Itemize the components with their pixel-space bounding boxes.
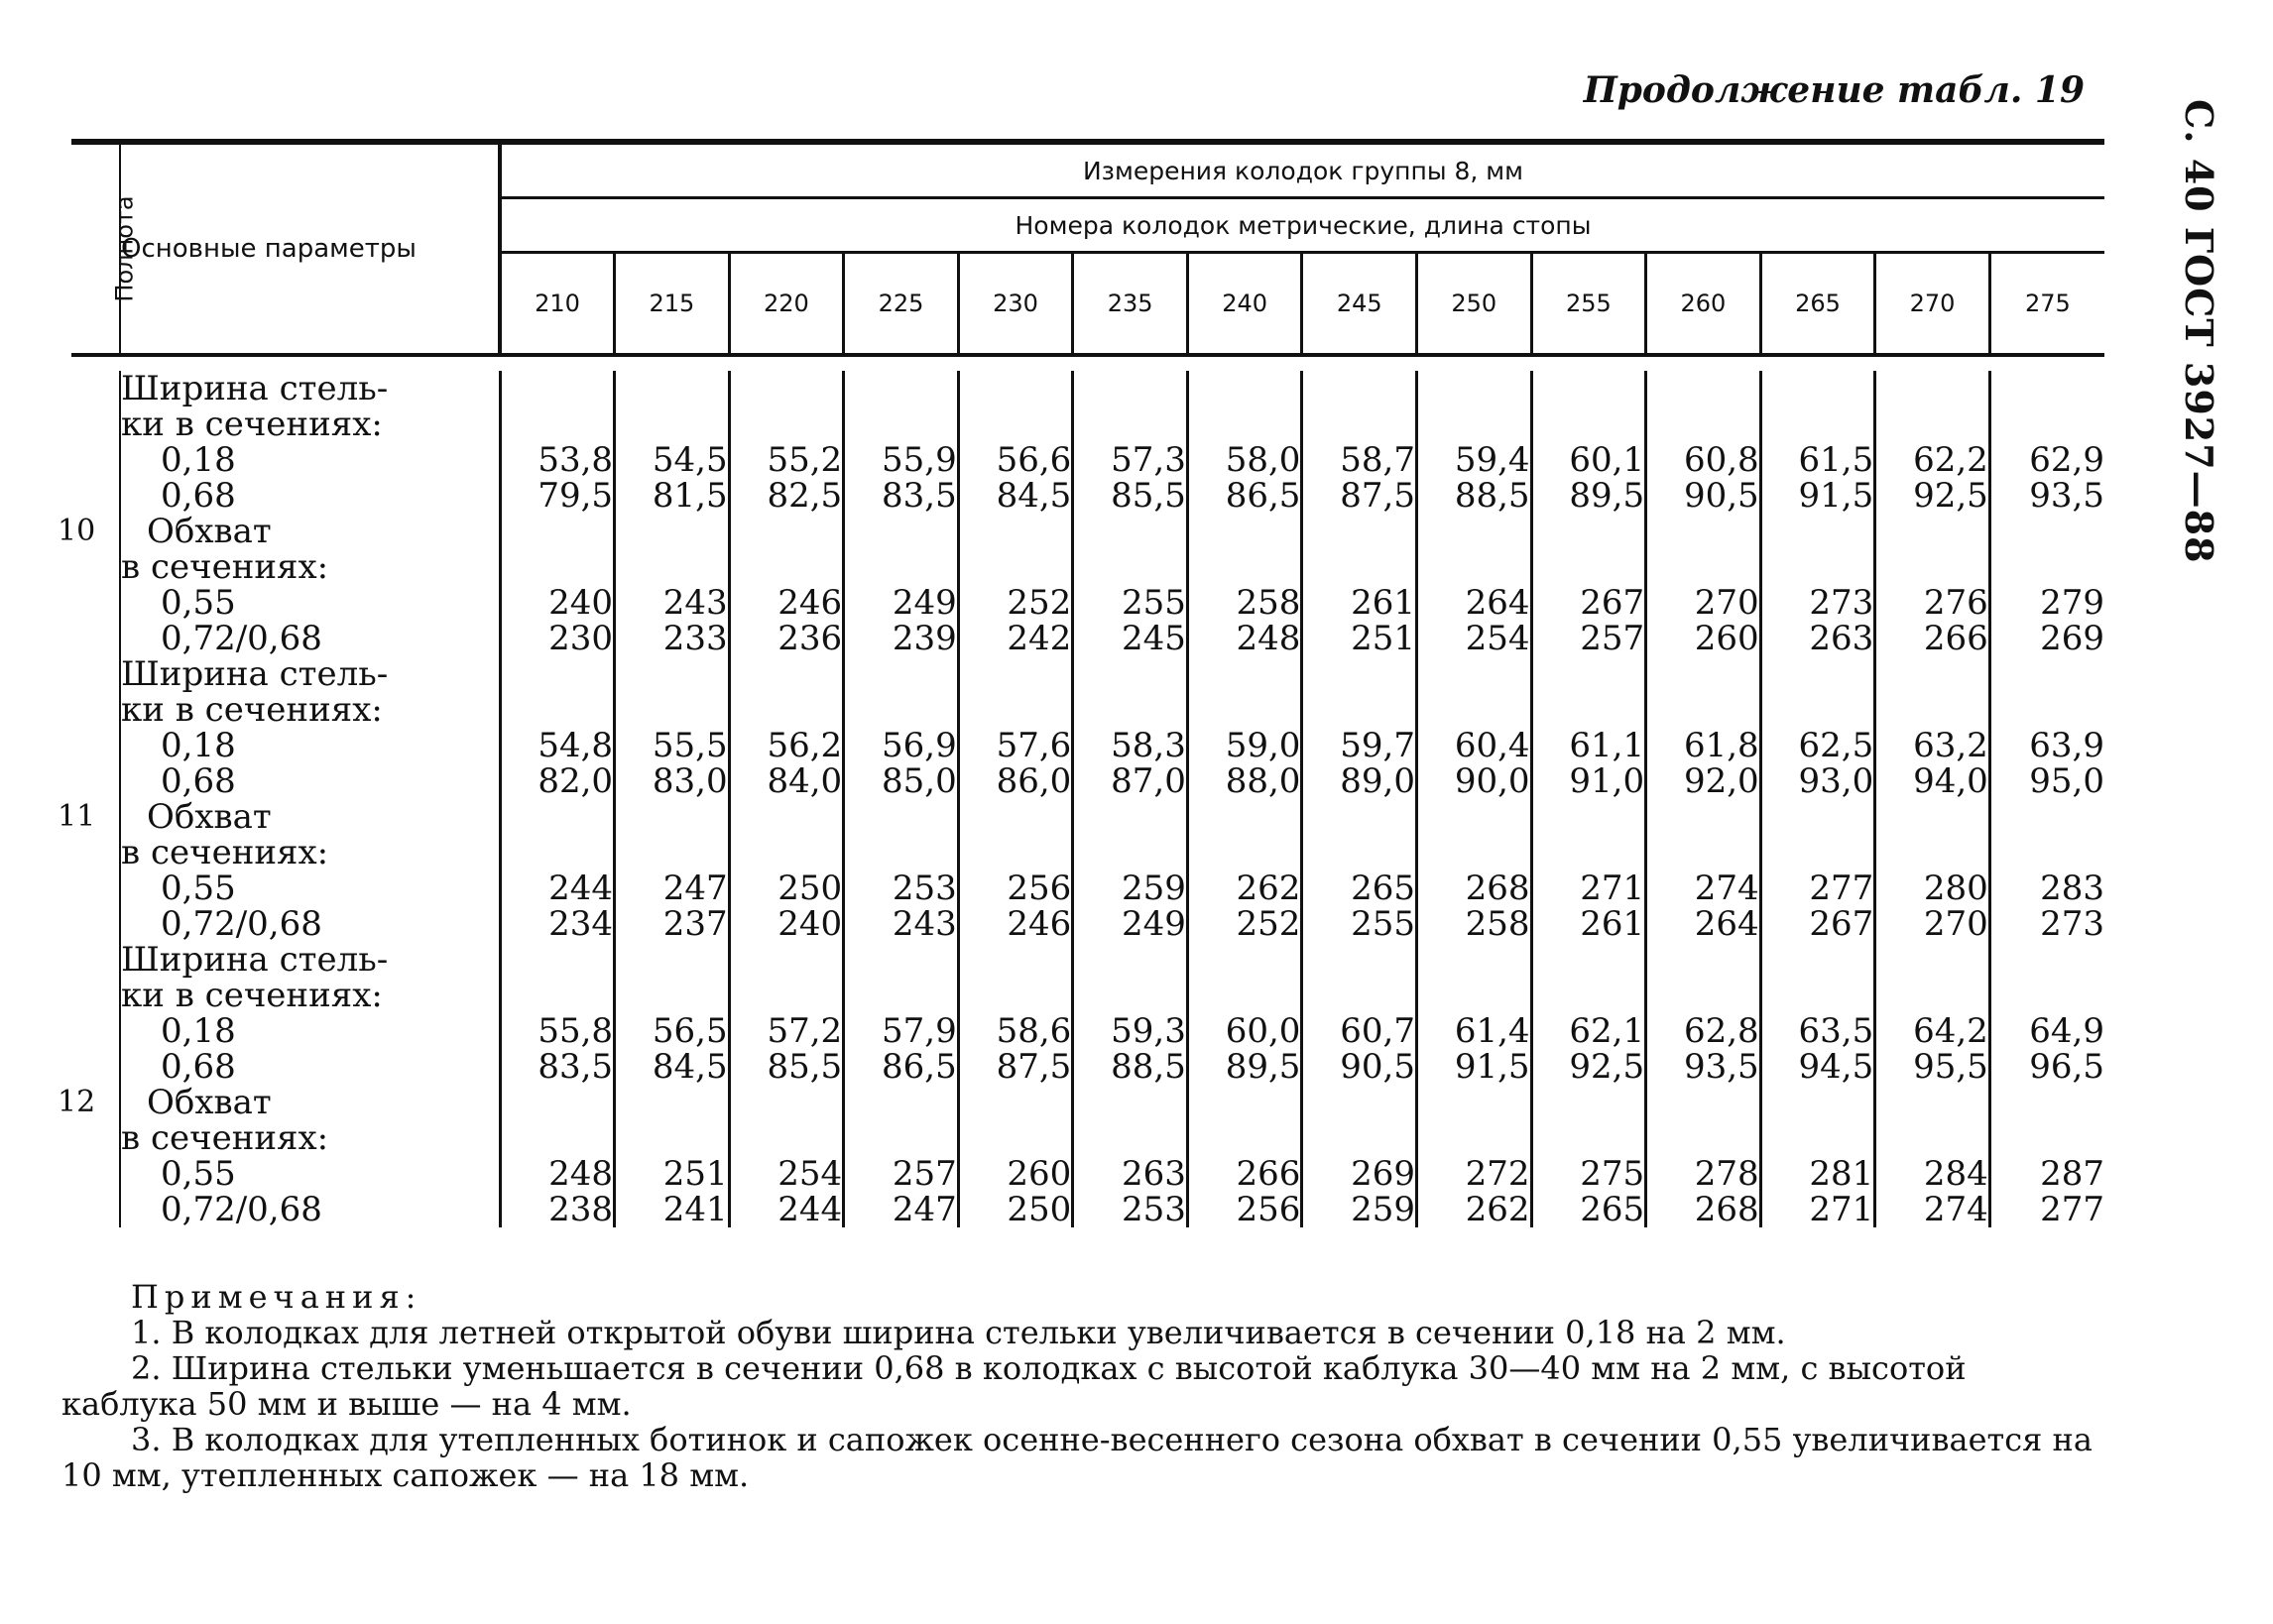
value-w018: 60,7 (1340, 1011, 1415, 1051)
value-w018: 58,7 (1340, 440, 1415, 480)
value-cell (1417, 656, 1532, 942)
header-polnota: Полнота (71, 142, 120, 355)
value-g072: 239 (892, 619, 957, 658)
value-cell (729, 371, 844, 656)
value-g055: 247 (662, 869, 728, 908)
value-g072: 258 (1465, 904, 1530, 944)
value-w068: 89,5 (1225, 1047, 1301, 1087)
value-g055: 240 (548, 583, 614, 623)
value-w018: 60,8 (1683, 440, 1759, 480)
value-w018: 55,5 (652, 726, 728, 765)
value-w068: 82,5 (767, 476, 843, 516)
value-w018: 55,2 (767, 440, 843, 480)
value-cell (844, 942, 959, 1227)
param-label: Обхват (147, 797, 272, 837)
value-g072: 234 (548, 904, 614, 944)
value-g072: 277 (2040, 1190, 2104, 1229)
page-side-label: С. 40 ГОСТ 3927—88 (2177, 99, 2221, 564)
value-g072: 245 (1121, 619, 1186, 658)
value-cell (844, 656, 959, 942)
value-g072: 273 (2040, 904, 2104, 944)
value-w068: 87,5 (996, 1047, 1072, 1087)
value-g072: 267 (1809, 904, 1874, 944)
value-w068: 86,5 (882, 1047, 957, 1087)
value-w068: 91,5 (1454, 1047, 1530, 1087)
value-g055: 251 (662, 1154, 728, 1194)
note-1: 1. В колодках для летней открытой обуви ширина стельки увеличивается в сечении 0,18 на 2 мм. (131, 1314, 1786, 1351)
value-w068: 88,5 (1454, 476, 1530, 516)
value-w018: 58,3 (1111, 726, 1186, 765)
value-g055: 253 (892, 869, 957, 908)
value-w068: 92,0 (1683, 761, 1759, 801)
value-g055: 257 (892, 1154, 957, 1194)
value-w018: 60,4 (1454, 726, 1530, 765)
value-w068: 89,0 (1340, 761, 1415, 801)
value-g072: 253 (1121, 1190, 1186, 1229)
value-w018: 63,9 (2029, 726, 2104, 765)
header-numbers: Номера колодок метрические, длина стопы (500, 198, 2104, 253)
size-header: 260 (1646, 253, 1761, 356)
value-g072: 243 (892, 904, 957, 944)
value-w068: 84,5 (996, 476, 1072, 516)
value-w018: 55,9 (882, 440, 957, 480)
value-w018: 62,2 (1913, 440, 1988, 480)
value-cell (1073, 371, 1188, 656)
param-label: Обхват (147, 512, 272, 551)
value-g072: 269 (2040, 619, 2104, 658)
size-header: 240 (1187, 253, 1302, 356)
value-g055: 270 (1694, 583, 1759, 623)
value-cell (1875, 942, 1990, 1227)
value-cell (1302, 371, 1417, 656)
value-cell (844, 371, 959, 656)
value-w018: 61,4 (1454, 1011, 1530, 1051)
parameter-labels (120, 656, 500, 942)
value-w068: 93,0 (1798, 761, 1874, 801)
value-g055: 269 (1351, 1154, 1415, 1194)
value-g055: 272 (1465, 1154, 1530, 1194)
value-g072: 260 (1694, 619, 1759, 658)
value-cell (1646, 656, 1761, 942)
value-g072: 230 (548, 619, 614, 658)
param-label: 0,68 (161, 1047, 236, 1087)
value-w068: 85,0 (882, 761, 957, 801)
param-label: в сечениях: (121, 547, 329, 587)
value-w018: 59,0 (1225, 726, 1301, 765)
value-w068: 94,0 (1913, 761, 1988, 801)
value-g072: 233 (662, 619, 728, 658)
parameters-table (58, 139, 2104, 1229)
value-w068: 82,0 (538, 761, 614, 801)
value-g072: 259 (1351, 1190, 1415, 1229)
param-label: 0,68 (161, 761, 236, 801)
param-label: 0,55 (161, 583, 236, 623)
size-header: 225 (844, 253, 959, 356)
value-cell (1073, 656, 1188, 942)
value-w068: 89,5 (1569, 476, 1645, 516)
value-cell (1302, 942, 1417, 1227)
value-w018: 62,9 (2029, 440, 2104, 480)
notes-title: Примечания: (131, 1278, 422, 1316)
param-label: 0,72/0,68 (161, 619, 322, 658)
size-header: 245 (1302, 253, 1417, 356)
value-w018: 56,5 (652, 1011, 728, 1051)
value-cell (1531, 942, 1646, 1227)
value-w068: 83,5 (538, 1047, 614, 1087)
value-w018: 64,9 (2029, 1011, 2104, 1051)
value-g055: 244 (548, 869, 614, 908)
value-g055: 265 (1351, 869, 1415, 908)
value-g055: 254 (778, 1154, 843, 1194)
value-cell (500, 371, 615, 656)
notes-section (61, 1279, 2094, 1493)
value-g072: 237 (662, 904, 728, 944)
value-g072: 261 (1580, 904, 1645, 944)
value-g055: 271 (1580, 869, 1645, 908)
value-g055: 278 (1694, 1154, 1759, 1194)
value-w018: 57,2 (767, 1011, 843, 1051)
value-g072: 247 (892, 1190, 957, 1229)
value-w018: 61,1 (1569, 726, 1645, 765)
param-label: ки в сечениях: (121, 976, 383, 1015)
value-cell (729, 656, 844, 942)
value-w018: 56,2 (767, 726, 843, 765)
value-cell (1989, 942, 2104, 1227)
table-row (71, 656, 2104, 942)
value-g055: 256 (1007, 869, 1072, 908)
param-label: 0,18 (161, 1011, 236, 1051)
value-g055: 252 (1007, 583, 1072, 623)
parameter-labels (120, 942, 500, 1227)
value-w068: 83,0 (652, 761, 728, 801)
value-w068: 94,5 (1798, 1047, 1874, 1087)
value-w068: 84,0 (767, 761, 843, 801)
value-g055: 281 (1809, 1154, 1874, 1194)
value-w068: 91,5 (1798, 476, 1874, 516)
polnota-value: 11 (58, 799, 96, 834)
value-w018: 61,8 (1683, 726, 1759, 765)
continuation-label: Продолжение табл. 19 (1583, 69, 2085, 111)
value-w068: 85,5 (767, 1047, 843, 1087)
value-cell (500, 942, 615, 1227)
value-cell (1073, 942, 1188, 1227)
value-cell (500, 656, 615, 942)
param-label: в сечениях: (121, 833, 329, 872)
value-w018: 56,9 (882, 726, 957, 765)
value-g055: 280 (1923, 869, 1988, 908)
value-cell (1760, 656, 1875, 942)
value-g055: 284 (1923, 1154, 1988, 1194)
param-label: 0,68 (161, 476, 236, 516)
value-g072: 251 (1351, 619, 1415, 658)
value-w018: 62,5 (1798, 726, 1874, 765)
value-cell (1531, 656, 1646, 942)
value-g055: 283 (2040, 869, 2104, 908)
value-w068: 85,5 (1111, 476, 1186, 516)
size-header: 220 (729, 253, 844, 356)
value-w018: 61,5 (1798, 440, 1874, 480)
value-w068: 92,5 (1913, 476, 1988, 516)
value-w068: 86,0 (996, 761, 1072, 801)
value-g072: 271 (1809, 1190, 1874, 1229)
param-label: Ширина стель- (121, 369, 389, 408)
value-g055: 276 (1923, 583, 1988, 623)
value-cell (615, 942, 730, 1227)
value-g072: 263 (1809, 619, 1874, 658)
param-label: 0,18 (161, 440, 236, 480)
value-cell (1417, 942, 1532, 1227)
table-row (71, 371, 2104, 656)
value-g072: 250 (1007, 1190, 1072, 1229)
value-g055: 287 (2040, 1154, 2104, 1194)
value-g055: 249 (892, 583, 957, 623)
value-g055: 273 (1809, 583, 1874, 623)
value-g055: 266 (1236, 1154, 1301, 1194)
value-w018: 63,5 (1798, 1011, 1874, 1051)
value-g055: 258 (1236, 583, 1301, 623)
param-label: ки в сечениях: (121, 690, 383, 730)
value-w068: 95,5 (1913, 1047, 1988, 1087)
parameter-labels (120, 371, 500, 656)
value-w068: 86,5 (1225, 476, 1301, 516)
value-g072: 256 (1236, 1190, 1301, 1229)
value-w068: 88,0 (1225, 761, 1301, 801)
value-g072: 266 (1923, 619, 1988, 658)
value-cell (1646, 371, 1761, 656)
value-cell (1989, 371, 2104, 656)
value-cell (1187, 371, 1302, 656)
value-g072: 274 (1923, 1190, 1988, 1229)
param-label: ки в сечениях: (121, 405, 383, 444)
value-cell (615, 656, 730, 942)
note-3: 3. В колодках для утепленных ботинок и сапожек осенне-весеннего сезона обхват в сечении 0,55 увеличивается на 10 мм, утепленных сапожек — на 18 мм. (61, 1421, 2093, 1494)
value-g055: 250 (778, 869, 843, 908)
value-g072: 252 (1236, 904, 1301, 944)
value-w068: 88,5 (1111, 1047, 1186, 1087)
value-w018: 57,9 (882, 1011, 957, 1051)
size-header: 235 (1073, 253, 1188, 356)
size-header: 250 (1417, 253, 1532, 356)
value-cell (1302, 656, 1417, 942)
value-cell (1646, 942, 1761, 1227)
header-params: Основные параметры (120, 142, 500, 355)
value-w068: 87,5 (1340, 476, 1415, 516)
value-w018: 58,6 (996, 1011, 1072, 1051)
value-g072: 248 (1236, 619, 1301, 658)
value-w068: 96,5 (2029, 1047, 2104, 1087)
value-w018: 64,2 (1913, 1011, 1988, 1051)
value-w018: 59,4 (1454, 440, 1530, 480)
value-cell (958, 656, 1073, 942)
value-g055: 261 (1351, 583, 1415, 623)
param-label: Ширина стель- (121, 940, 389, 980)
value-w068: 81,5 (652, 476, 728, 516)
value-g072: 257 (1580, 619, 1645, 658)
value-w018: 57,6 (996, 726, 1072, 765)
value-g055: 259 (1121, 869, 1186, 908)
value-g072: 254 (1465, 619, 1530, 658)
value-w018: 56,6 (996, 440, 1072, 480)
value-g072: 241 (662, 1190, 728, 1229)
polnota-value: 10 (58, 514, 96, 548)
value-w068: 93,5 (2029, 476, 2104, 516)
value-w018: 63,2 (1913, 726, 1988, 765)
value-w068: 79,5 (538, 476, 614, 516)
polnota-value: 12 (58, 1085, 96, 1119)
value-g055: 262 (1236, 869, 1301, 908)
value-w018: 62,1 (1569, 1011, 1645, 1051)
value-g055: 248 (548, 1154, 614, 1194)
value-w018: 60,0 (1225, 1011, 1301, 1051)
value-w068: 90,5 (1340, 1047, 1415, 1087)
size-header: 215 (615, 253, 730, 356)
value-w068: 87,0 (1111, 761, 1186, 801)
value-g072: 242 (1007, 619, 1072, 658)
value-g055: 246 (778, 583, 843, 623)
value-cell (1187, 942, 1302, 1227)
value-g055: 279 (2040, 583, 2104, 623)
value-cell (958, 942, 1073, 1227)
value-w068: 84,5 (652, 1047, 728, 1087)
param-label: 0,55 (161, 869, 236, 908)
value-w068: 95,0 (2029, 761, 2104, 801)
value-cell (1531, 371, 1646, 656)
value-cell (1989, 656, 2104, 942)
param-label: 0,72/0,68 (161, 904, 322, 944)
param-label: 0,72/0,68 (161, 1190, 322, 1229)
value-cell (1760, 371, 1875, 656)
value-cell (958, 371, 1073, 656)
value-g072: 262 (1465, 1190, 1530, 1229)
value-w018: 62,8 (1683, 1011, 1759, 1051)
value-cell (615, 371, 730, 656)
param-label: 0,55 (161, 1154, 236, 1194)
size-header: 230 (958, 253, 1073, 356)
value-g055: 260 (1007, 1154, 1072, 1194)
value-g072: 238 (548, 1190, 614, 1229)
value-g055: 268 (1465, 869, 1530, 908)
param-label: Ширина стель- (121, 654, 389, 694)
value-w018: 59,7 (1340, 726, 1415, 765)
value-g072: 264 (1694, 904, 1759, 944)
param-label: в сечениях: (121, 1118, 329, 1158)
value-g072: 270 (1923, 904, 1988, 944)
value-g055: 264 (1465, 583, 1530, 623)
param-label: 0,18 (161, 726, 236, 765)
value-w068: 83,5 (882, 476, 957, 516)
value-cell (1187, 656, 1302, 942)
value-w018: 54,8 (538, 726, 614, 765)
value-w068: 90,0 (1454, 761, 1530, 801)
size-header: 270 (1875, 253, 1990, 356)
size-header: 255 (1531, 253, 1646, 356)
value-cell (1417, 371, 1532, 656)
value-w068: 90,5 (1683, 476, 1759, 516)
value-g055: 263 (1121, 1154, 1186, 1194)
value-g055: 267 (1580, 583, 1645, 623)
value-cell (1760, 942, 1875, 1227)
value-g055: 255 (1121, 583, 1186, 623)
value-cell (1875, 371, 1990, 656)
value-w018: 57,3 (1111, 440, 1186, 480)
size-header: 210 (500, 253, 615, 356)
param-label: Обхват (147, 1083, 272, 1122)
value-w068: 93,5 (1683, 1047, 1759, 1087)
value-w018: 53,8 (538, 440, 614, 480)
note-2: 2. Ширина стельки уменьшается в сечении 0,68 в колодках с высотой каблука 30—40 мм на 2 мм, с высотой каблука 50 мм и выше — на 4 мм. (61, 1349, 1967, 1423)
value-w018: 54,5 (652, 440, 728, 480)
value-w068: 91,0 (1569, 761, 1645, 801)
value-g072: 249 (1121, 904, 1186, 944)
value-g072: 265 (1580, 1190, 1645, 1229)
value-g055: 277 (1809, 869, 1874, 908)
size-header: 265 (1760, 253, 1875, 356)
header-group: Измерения колодок группы 8, мм (500, 142, 2104, 198)
value-cell (729, 942, 844, 1227)
value-g055: 274 (1694, 869, 1759, 908)
value-g055: 275 (1580, 1154, 1645, 1194)
value-w018: 58,0 (1225, 440, 1301, 480)
value-w018: 59,3 (1111, 1011, 1186, 1051)
value-g055: 243 (662, 583, 728, 623)
value-w018: 55,8 (538, 1011, 614, 1051)
value-w018: 60,1 (1569, 440, 1645, 480)
value-g072: 240 (778, 904, 843, 944)
value-g072: 255 (1351, 904, 1415, 944)
value-g072: 236 (778, 619, 843, 658)
table-row (71, 942, 2104, 1227)
size-header: 275 (1989, 253, 2104, 356)
value-w068: 92,5 (1569, 1047, 1645, 1087)
value-g072: 244 (778, 1190, 843, 1229)
value-g072: 246 (1007, 904, 1072, 944)
value-cell (1875, 656, 1990, 942)
value-g072: 268 (1694, 1190, 1759, 1229)
